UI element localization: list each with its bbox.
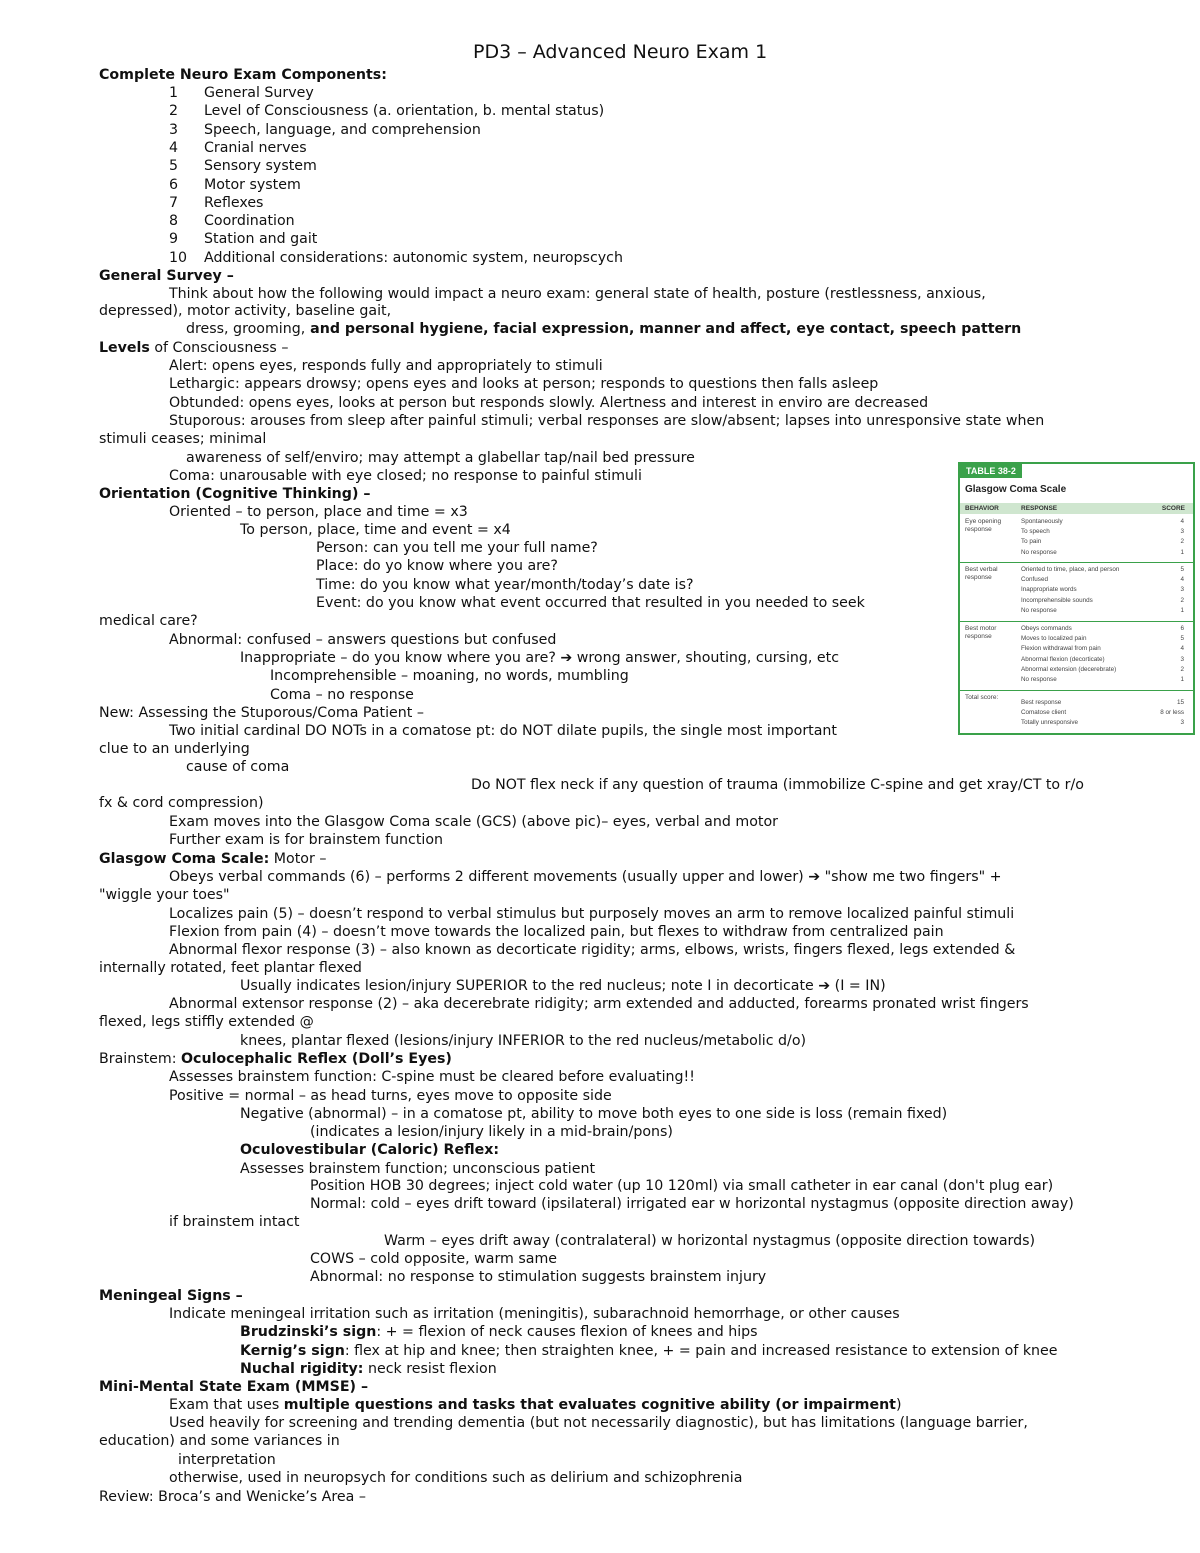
review-line: Review: Broca’s and Wenicke’s Area – xyxy=(99,1489,366,1505)
component-text: Station and gait xyxy=(204,231,318,248)
table-score: 4 xyxy=(1180,645,1184,653)
kernig-label: Kernig’s sign xyxy=(240,1343,345,1359)
loc-alert: Alert: opens eyes, responds fully and appropriately to stimuli xyxy=(169,358,603,374)
orientation-time: Time: do you know what year/month/today’s date is? xyxy=(316,577,694,593)
gcs-motor-abnormal-extensor: Abnormal extensor response (2) – aka decerebrate ridigity; arm extended and adducted, forearms pronated wrist fingers xyxy=(169,996,1029,1012)
orientation-event: medical care? xyxy=(99,613,198,629)
brudzinski-text: : + = flexion of neck causes flexion of knees and hips xyxy=(376,1324,758,1340)
gcs-motor-heading xyxy=(99,850,326,868)
table-response: Comatose client xyxy=(1021,709,1067,717)
table-response: No response xyxy=(1021,548,1057,556)
oculovestibular-heading: Oculovestibular (Caloric) Reflex: xyxy=(240,1142,500,1158)
loc-stuporous: Stuporous: arouses from sleep after painful stimuli; verbal responses are slow/absent; lapses into unresponsive state when xyxy=(169,413,1045,429)
gcs-motor-flexion: Flexion from pain (4) – doesn’t move towards the localized pain, but flexes to withdraw from centralized pain xyxy=(169,924,944,940)
brainstem-line: Positive = normal – as head turns, eyes move to opposite side xyxy=(169,1088,612,1104)
table-behavior: Best verbal response xyxy=(965,566,998,581)
mmse-line: Used heavily for screening and trending dementia (but not necessarily diagnostic), but has limitations (language barrier, xyxy=(169,1415,1028,1431)
loc-stuporous: stimuli ceases; minimal xyxy=(99,431,267,447)
table-header-row xyxy=(960,503,1193,514)
component-item xyxy=(169,121,481,139)
table-score: 3 xyxy=(1180,528,1184,536)
table-score: 3 xyxy=(1180,586,1184,594)
mmse-line: otherwise, used in neuropsych for conditions such as delirium and schizophrenia xyxy=(169,1470,743,1486)
mmse-line: education) and some variances in xyxy=(99,1433,340,1449)
table-score: 2 xyxy=(1180,665,1184,673)
table-section xyxy=(960,562,1193,622)
table-score: 4 xyxy=(1180,518,1184,525)
mmse-text: Exam that uses xyxy=(169,1397,284,1413)
brainstem-line: Warm – eyes drift away (contralateral) w horizontal nystagmus (opposite direction towards) xyxy=(384,1233,1036,1249)
loc-obtunded: Obtunded: opens eyes, looks at person but responds slowly. Alertness and interest in enviro are decreased xyxy=(169,395,929,411)
orientation-incomprehensible: Incomprehensible – moaning, no words, mumbling xyxy=(270,668,629,684)
component-number: 5 xyxy=(169,158,179,175)
table-score: 4 xyxy=(1180,576,1184,584)
component-text: Motor system xyxy=(204,176,301,193)
nuchal-label: Nuchal rigidity: xyxy=(240,1361,364,1377)
table-section xyxy=(960,621,1193,691)
component-number: 8 xyxy=(169,213,179,230)
table-response: Inappropriate words xyxy=(1021,586,1077,594)
table-score: 3 xyxy=(1180,719,1184,727)
components-heading: Complete Neuro Exam Components: xyxy=(99,67,387,83)
table-response: Moves to localized pain xyxy=(1021,635,1087,643)
kernig-text: : flex at hip and knee; then straighten knee, + = pain and increased resistance to extension of knee xyxy=(344,1343,1058,1359)
component-item xyxy=(169,102,604,120)
table-response: Spontaneously xyxy=(1021,518,1063,525)
table-score: 1 xyxy=(1180,676,1184,683)
table-score: 8 or less xyxy=(1160,709,1184,717)
table-score: 2 xyxy=(1180,538,1184,546)
component-number: 6 xyxy=(169,176,179,193)
kernig-sign xyxy=(240,1342,1058,1360)
brainstem-heading xyxy=(99,1050,452,1068)
meningeal-line: Indicate meningeal irritation such as irritation (meningitis), subarachnoid hemorrhage, or other causes xyxy=(169,1306,900,1322)
component-text: Sensory system xyxy=(204,158,317,175)
loc-heading-rest: of Consciousness – xyxy=(149,340,289,356)
component-text: Additional considerations: autonomic system, neuropscych xyxy=(204,249,623,266)
component-item xyxy=(169,176,301,194)
brudzinski-sign xyxy=(240,1323,758,1341)
orientation-heading: Orientation (Cognitive Thinking) – xyxy=(99,486,371,502)
mmse-line: interpretation xyxy=(178,1452,276,1468)
table-response: No response xyxy=(1021,676,1057,683)
gcs-motor-abnormal-flexor: Abnormal flexor response (3) – also known as decorticate rigidity; arms, elbows, wrists, fingers flexed, legs extended & xyxy=(169,942,1016,958)
orientation-inappropriate: Inappropriate – do you know where you are? ➔ wrong answer, shouting, cursing, etc xyxy=(240,650,839,666)
component-text: Speech, language, and comprehension xyxy=(204,121,481,138)
component-text: Level of Consciousness (a. orientation, b. mental status) xyxy=(204,103,605,120)
table-score: 1 xyxy=(1180,606,1184,614)
table-response: No response xyxy=(1021,606,1057,614)
gcs-motor-abnormal-flexor: Usually indicates lesion/injury SUPERIOR to the red nucleus; note I in decorticate ➔ (I = IN) xyxy=(240,978,886,994)
table-score: 3 xyxy=(1180,655,1184,663)
table-response: Incomprehensible sounds xyxy=(1021,596,1093,604)
coma-assessment-line: Further exam is for brainstem function xyxy=(169,832,444,848)
orientation-x3: Oriented – to person, place and time = x3 xyxy=(169,504,468,520)
table-score: 2 xyxy=(1180,596,1184,604)
loc-stuporous: awareness of self/enviro; may attempt a glabellar tap/nail bed pressure xyxy=(186,450,695,466)
nuchal-rigidity xyxy=(240,1360,497,1378)
table-response: To pain xyxy=(1021,538,1042,546)
table-response: Flexion withdrawal from pain xyxy=(1021,645,1101,653)
general-survey-bold-text: and personal hygiene, facial expression, manner and affect, eye contact, speech pattern xyxy=(305,321,1022,337)
orientation-place: Place: do yo know where you are? xyxy=(316,558,558,574)
general-survey-line: depressed), motor activity, baseline gait, xyxy=(99,303,392,319)
loc-heading xyxy=(99,339,288,357)
component-item xyxy=(169,84,314,102)
table-tag: TABLE 38-2 xyxy=(960,464,1022,478)
coma-assessment-line: cause of coma xyxy=(186,759,290,775)
component-number: 4 xyxy=(169,139,179,156)
table-score: 5 xyxy=(1180,566,1184,573)
orientation-event: Event: do you know what event occurred that resulted in you needed to seek xyxy=(316,595,865,611)
component-text: Coordination xyxy=(204,213,295,230)
gcs-motor-abnormal-flexor: internally rotated, feet plantar flexed xyxy=(99,960,362,976)
table-header-score: SCORE xyxy=(1161,505,1185,512)
component-number: 7 xyxy=(169,194,179,211)
brainstem-line: Normal: cold – eyes drift toward (ipsilateral) irrigated ear w horizontal nystagmus (opposite direction away) xyxy=(310,1196,1074,1212)
table-title: Glasgow Coma Scale xyxy=(965,484,1067,495)
table-response: To speech xyxy=(1021,528,1050,536)
gcs-motor-heading-bold: Glasgow Coma Scale: xyxy=(99,851,270,867)
orientation-coma: Coma – no response xyxy=(270,687,414,703)
brainstem-line: Assesses brainstem function: C-spine must be cleared before evaluating!! xyxy=(169,1069,695,1085)
general-survey-text: dress, grooming, xyxy=(186,321,306,337)
component-number: 9 xyxy=(169,231,179,248)
component-text: Cranial nerves xyxy=(204,139,307,156)
general-survey-line: Think about how the following would impact a neuro exam: general state of health, posture (restlessness, anxious, xyxy=(169,286,986,302)
orientation-person: Person: can you tell me your full name? xyxy=(316,540,598,556)
brainstem-line: Abnormal: no response to stimulation suggests brainstem injury xyxy=(310,1269,767,1285)
table-response: Confused xyxy=(1021,576,1048,584)
table-score: 1 xyxy=(1180,548,1184,556)
page-title: PD3 – Advanced Neuro Exam 1 xyxy=(473,41,768,63)
coma-assessment-line: fx & cord compression) xyxy=(99,795,264,811)
component-item xyxy=(169,249,623,267)
table-response: Totally unresponsive xyxy=(1021,719,1079,727)
mmse-heading: Mini-Mental State Exam (MMSE) – xyxy=(99,1379,369,1395)
coma-assessment-line: Two initial cardinal DO NOTs in a comatose pt: do NOT dilate pupils, the single most important xyxy=(169,723,837,739)
table-score: 15 xyxy=(1176,699,1184,706)
gcs-motor-obeys: "wiggle your toes" xyxy=(99,887,230,903)
coma-assessment-line: Do NOT flex neck if any question of trauma (immobilize C-spine and get xray/CT to r/o xyxy=(471,777,1084,793)
glasgow-coma-scale-table xyxy=(958,462,1195,735)
general-survey-heading: General Survey – xyxy=(99,268,234,284)
component-text: Reflexes xyxy=(204,194,264,211)
table-response: Abnormal flexion (decorticate) xyxy=(1021,655,1105,663)
brainstem-line: Assesses brainstem function; unconscious patient xyxy=(240,1161,596,1177)
orientation-x4: To person, place, time and event = x4 xyxy=(240,522,511,538)
table-header-response: RESPONSE xyxy=(1021,505,1058,512)
brudzinski-label: Brudzinski’s sign xyxy=(240,1324,377,1340)
brainstem-line: COWS – cold opposite, warm same xyxy=(310,1251,558,1267)
loc-lethargic: Lethargic: appears drowsy; opens eyes and looks at person; responds to questions then falls asleep xyxy=(169,376,879,392)
loc-heading-bold: Levels xyxy=(99,340,150,356)
gcs-motor-abnormal-extensor: flexed, legs stiffly extended @ xyxy=(99,1014,314,1030)
table-section xyxy=(960,515,1193,562)
component-item xyxy=(169,212,295,230)
table-score: 5 xyxy=(1180,635,1184,643)
coma-assessment-heading: New: Assessing the Stuporous/Coma Patient – xyxy=(99,705,424,721)
brainstem-line: if brainstem intact xyxy=(169,1214,300,1230)
component-text: General Survey xyxy=(204,85,314,101)
component-item xyxy=(169,230,317,248)
gcs-motor-localizes: Localizes pain (5) – doesn’t respond to verbal stimulus but purposely moves an arm to remove localized painful stimuli xyxy=(169,906,1015,922)
table-response: Obeys commands xyxy=(1021,625,1072,632)
mmse-line xyxy=(169,1396,902,1414)
brainstem-line: (indicates a lesion/injury likely in a mid-brain/pons) xyxy=(310,1124,673,1140)
table-score: 6 xyxy=(1180,625,1184,632)
component-number: 3 xyxy=(169,121,179,138)
nuchal-text: neck resist flexion xyxy=(363,1361,497,1377)
component-item xyxy=(169,139,307,157)
table-header-behavior: BEHAVIOR xyxy=(965,505,999,512)
component-item xyxy=(169,194,263,212)
component-number: 10 xyxy=(169,249,188,266)
component-number: 1 xyxy=(169,85,179,101)
coma-assessment-line: Exam moves into the Glasgow Coma scale (GCS) (above pic)– eyes, verbal and motor xyxy=(169,814,778,830)
coma-assessment-line: clue to an underlying xyxy=(99,741,250,757)
orientation-abnormal: Abnormal: confused – answers questions but confused xyxy=(169,632,557,648)
table-section xyxy=(960,690,1193,734)
mmse-bold-text: multiple questions and tasks that evaluates cognitive ability (or impairment xyxy=(283,1397,896,1413)
mmse-text: ) xyxy=(895,1397,902,1413)
loc-coma: Coma: unarousable with eye closed; no response to painful stimuli xyxy=(169,468,642,484)
component-number: 2 xyxy=(169,103,179,120)
component-item xyxy=(169,157,317,175)
gcs-motor-abnormal-extensor: knees, plantar flexed (lesions/injury INFERIOR to the red nucleus/metabolic d/o) xyxy=(240,1033,807,1049)
general-survey-line xyxy=(186,320,1021,338)
table-behavior: Best motor response xyxy=(965,625,997,640)
gcs-motor-heading-rest: Motor – xyxy=(269,851,327,867)
table-behavior: Total score: xyxy=(965,694,999,701)
table-response: Best response xyxy=(1021,699,1062,706)
brainstem-heading-label: Brainstem: xyxy=(99,1051,181,1067)
gcs-motor-obeys: Obeys verbal commands (6) – performs 2 different movements (usually upper and lower) ➔ "show me two fingers" + xyxy=(169,869,1002,885)
brainstem-heading-bold: Oculocephalic Reflex (Doll’s Eyes) xyxy=(181,1051,452,1067)
brainstem-line: Negative (abnormal) – in a comatose pt, ability to move both eyes to one side is loss (remain fixed) xyxy=(240,1106,948,1122)
table-response: Oriented to time, place, and person xyxy=(1021,566,1120,573)
brainstem-line: Position HOB 30 degrees; inject cold water (up 10 120ml) via small catheter in ear canal (don't plug ear) xyxy=(310,1178,1054,1194)
table-response: Abnormal extension (decerebrate) xyxy=(1021,665,1117,673)
meningeal-heading: Meningeal Signs – xyxy=(99,1288,243,1304)
table-behavior: Eye opening response xyxy=(965,518,1002,533)
